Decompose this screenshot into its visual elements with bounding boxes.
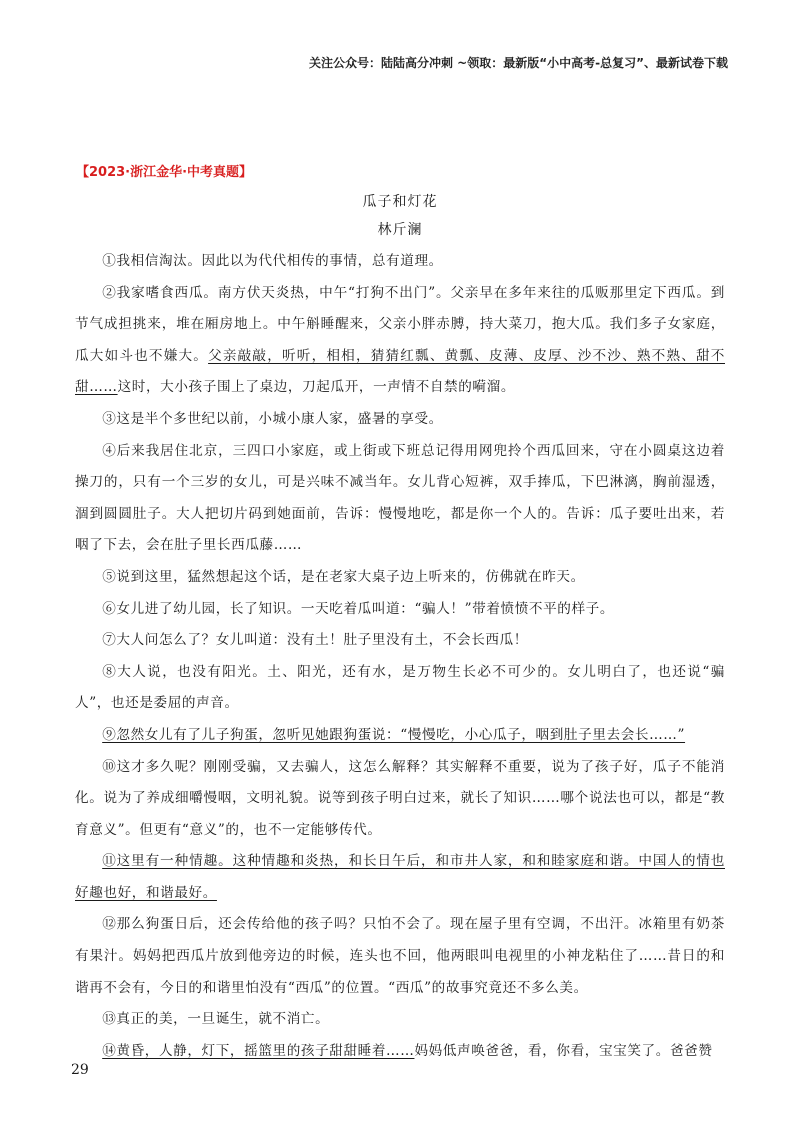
paragraph-11	[75, 846, 725, 909]
paragraph-13: ⑬真正的美，一旦诞生，就不消亡。	[102, 1011, 330, 1028]
paragraph-5: ⑤说到这里，猛然想起这个话，是在老家大桌子边上听来的，仿佛就在昨天。	[102, 568, 585, 585]
article-body	[75, 246, 725, 1067]
paragraph-2-text-b: 这时，大小孩子围上了桌边，刀起瓜开，一声情不自禁的嗬溜。	[117, 379, 516, 396]
paragraph-4: ④后来我居住北京，三四口小家庭，或上街或下班总记得用网兜拎个西瓜回来，守在小圆桌这边着操刀的，只有一个三岁的女儿，可是兴味不减当年。女儿背心短裤，双手捧瓜，下巴淋漓，胸前湿透，涸到圆圆肚子。大人把切片码到她面前，告诉：慢慢地吃，都是你一个人的。告诉：瓜子要吐出来，若咽了下去，会在肚子里长西瓜藤……	[75, 442, 725, 554]
paragraph-2	[75, 278, 725, 404]
paragraph-1: ①我相信淘汰。因此以为代代相传的事情，总有道理。	[102, 253, 443, 269]
article-title: 瓜子和灯花	[362, 194, 438, 210]
paragraph-11-underlined: ⑪这里有一种情趣。这种情趣和炎热，和长日午后，和市井人家，和和睦家庭和谐。中国人的情也好趣也好，和谐最好。	[75, 853, 725, 901]
paragraph-3: ③这是半个多世纪以前，小城小康人家，盛暑的享受。	[102, 410, 443, 427]
page-number: 29	[71, 1062, 89, 1078]
header-note: 关注公众号：陆陆高分冲刺 ~领取：最新版“小中高考-总复习”、最新试卷下载	[309, 56, 728, 70]
paragraph-7: ⑦大人问怎么了？女儿叫道：没有土！肚子里没有土，不会长西瓜！	[102, 632, 528, 649]
paragraph-2-text-a: ②我家嗜食西瓜。南方伏天炎热，中午“打狗不出门”。父亲早在多年来往的瓜贩那里定下西瓜。到节气成担挑来，堆在厢房地上。中午斛睡醒来，父亲小胖赤膊，持大菜刀，抱大瓜。我们多子女家庭，瓜大如斗也不嫌大。	[75, 284, 725, 364]
paragraph-8: ⑧大人说，也没有阳光。土、阳光，还有水，是万物生长必不可少的。女儿明白了，也还说“骗人”，也还是委屈的声音。	[75, 663, 725, 712]
paragraph-10: ⑩这才多久呢？刚刚受骗，又去骗人，这怎么解释？其实解释不重要，说为了孩子好，瓜子不能消化。说为了养成细嚼慢咽，文明礼貌。说等到孩子明白过来，就长了知识……哪个说法也可以，都是“教育意义”。但更有“意义”的，也不一定能够传代。	[75, 758, 725, 838]
exam-source-tag: 【2023·浙江金华·中考真题】	[76, 165, 253, 180]
paragraph-14	[75, 1036, 725, 1068]
paragraph-9-underlined: ⑨忽然女儿有了儿子狗蛋，忽听见她跟狗蛋说：“慢慢吃，小心瓜子，咽到肚子里去会长……”	[102, 726, 686, 743]
paragraph-14-underlined: ⑭黄昏，人静，灯下，摇篮里的孩子甜甜睡着……	[102, 1042, 415, 1059]
paragraph-14-text: 妈妈低声唤爸爸，看，你看，宝宝笑了。爸爸赞	[414, 1042, 713, 1059]
paragraph-6: ⑥女儿进了幼儿园，长了知识。一天吃着瓜叫道：“骗人！”带着愤愤不平的样子。	[102, 600, 615, 617]
paragraph-2-underlined: 父亲敲敲，听听，相相，猜猜红瓢、黄瓢、皮薄、皮厚、沙不沙、熟不熟、甜不甜……	[75, 347, 725, 396]
article-author: 林斤澜	[377, 222, 423, 238]
paragraph-12: ⑫那么狗蛋日后，还会传给他的孩子吗？只怕不会了。现在屋子里有空调，不出汗。冰箱里有奶茶有果汁。妈妈把西瓜片放到他旁边的时候，连头也不回，他两眼叫电视里的小神龙粘住了……昔日的和谐再不会有，今日的和谐里怕没有“西瓜”的位置。“西瓜”的故事究竟还不多么美。	[75, 916, 725, 996]
paragraph-9	[75, 720, 725, 752]
